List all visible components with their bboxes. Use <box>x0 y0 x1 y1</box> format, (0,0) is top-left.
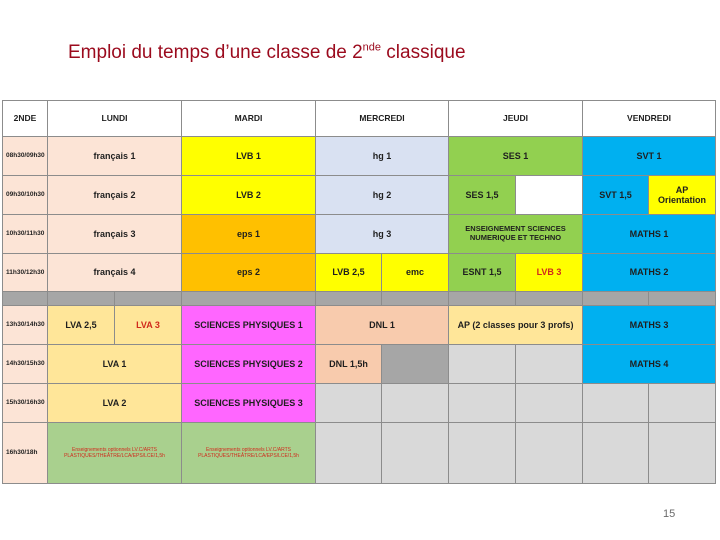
cell-jeudi-2-empty <box>515 175 583 215</box>
cell-jeudi-1: SES 1 <box>448 136 583 176</box>
cell-mercredi-6-empty <box>381 344 449 384</box>
empty-cell <box>448 344 516 384</box>
header-day-mercredi: MERCREDI <box>315 100 449 137</box>
empty-cell <box>315 422 382 484</box>
lunch-separator <box>515 291 583 306</box>
cell-lundi-6: LVA 1 <box>47 344 182 384</box>
cell-lundi-2: français 2 <box>47 175 182 215</box>
cell-lundi-7: LVA 2 <box>47 383 182 423</box>
cell-mardi-7: SCIENCES PHYSIQUES 3 <box>181 383 316 423</box>
cell-vendredi-2a: SVT 1,5 <box>582 175 649 215</box>
empty-cell <box>381 422 449 484</box>
cell-mercredi-4a: LVB 2,5 <box>315 253 382 292</box>
cell-lundi-3: français 3 <box>47 214 182 254</box>
cell-mardi-6: SCIENCES PHYSIQUES 2 <box>181 344 316 384</box>
time-slot-4: 11h30/12h30 <box>2 253 48 292</box>
empty-cell <box>448 422 516 484</box>
cell-mercredi-1: hg 1 <box>315 136 449 176</box>
cell-lundi-5a: LVA 2,5 <box>47 305 115 345</box>
empty-cell <box>315 383 382 423</box>
empty-cell <box>515 422 583 484</box>
time-slot-3: 10h30/11h30 <box>2 214 48 254</box>
cell-lundi-5b: LVA 3 <box>114 305 182 345</box>
lunch-separator <box>381 291 449 306</box>
cell-jeudi-5: AP (2 classes pour 3 profs) <box>448 305 583 345</box>
lunch-separator <box>181 291 316 306</box>
cell-jeudi-4a: ESNT 1,5 <box>448 253 516 292</box>
cell-vendredi-1: SVT 1 <box>582 136 716 176</box>
cell-vendredi-5: MATHS 3 <box>582 305 716 345</box>
cell-lundi-8: Enseignements optionnels LV.C/ARTS PLASTIQUES/THEÂTRE/LCA/EPS/LCE/1,5h <box>47 422 182 484</box>
cell-vendredi-6: MATHS 4 <box>582 344 716 384</box>
cell-mardi-5: SCIENCES PHYSIQUES 1 <box>181 305 316 345</box>
cell-mercredi-2: hg 2 <box>315 175 449 215</box>
lunch-separator <box>582 291 649 306</box>
cell-mardi-2: LVB 2 <box>181 175 316 215</box>
cell-mercredi-3: hg 3 <box>315 214 449 254</box>
cell-mardi-1: LVB 1 <box>181 136 316 176</box>
cell-vendredi-3: MATHS 1 <box>582 214 716 254</box>
header-day-vendredi: VENDREDI <box>582 100 716 137</box>
cell-mercredi-6: DNL 1,5h <box>315 344 382 384</box>
page-number: 15 <box>663 508 676 520</box>
header-day-lundi: LUNDI <box>47 100 182 137</box>
title-end: classique <box>381 42 466 63</box>
lunch-separator <box>315 291 382 306</box>
empty-cell <box>515 344 583 384</box>
header-day-jeudi: JEUDI <box>448 100 583 137</box>
time-slot-7: 15h30/16h30 <box>2 383 48 423</box>
cell-vendredi-2b: AP Orientation <box>648 175 716 215</box>
cell-jeudi-3: ENSEIGNEMENT SCIENCES NUMERIQUE ET TECHNO <box>448 214 583 254</box>
empty-cell <box>648 422 716 484</box>
cell-mardi-8: Enseignements optionnels LV.C/ARTS PLASTIQUES/THEÂTRE/LCA/EPS/LCE/1,5h <box>181 422 316 484</box>
cell-mercredi-5: DNL 1 <box>315 305 449 345</box>
cell-mardi-4: eps 2 <box>181 253 316 292</box>
cell-vendredi-4: MATHS 2 <box>582 253 716 292</box>
cell-mardi-3: eps 1 <box>181 214 316 254</box>
lunch-separator <box>114 291 182 306</box>
lunch-separator <box>648 291 716 306</box>
empty-cell <box>515 383 583 423</box>
empty-cell <box>582 383 649 423</box>
cell-jeudi-4b: LVB 3 <box>515 253 583 292</box>
title-superscript: nde <box>362 41 382 54</box>
empty-cell <box>582 422 649 484</box>
empty-cell <box>648 383 716 423</box>
time-slot-5: 13h30/14h30 <box>2 305 48 345</box>
cell-jeudi-2: SES 1,5 <box>448 175 516 215</box>
title-main: Emploi du temps d’une classe de 2 <box>68 42 363 63</box>
time-slot-6: 14h30/15h30 <box>2 344 48 384</box>
time-slot-8: 16h30/18h <box>2 422 48 484</box>
cell-mercredi-4b: emc <box>381 253 449 292</box>
header-corner: 2NDE <box>2 100 48 137</box>
lunch-separator <box>47 291 115 306</box>
header-day-mardi: MARDI <box>181 100 316 137</box>
lunch-separator <box>448 291 516 306</box>
empty-cell <box>448 383 516 423</box>
empty-cell <box>381 383 449 423</box>
cell-lundi-4: français 4 <box>47 253 182 292</box>
time-slot-2: 09h30/10h30 <box>2 175 48 215</box>
lunch-separator <box>2 291 48 306</box>
time-slot-1: 08h30/09h30 <box>2 136 48 176</box>
cell-lundi-1: français 1 <box>47 136 182 176</box>
